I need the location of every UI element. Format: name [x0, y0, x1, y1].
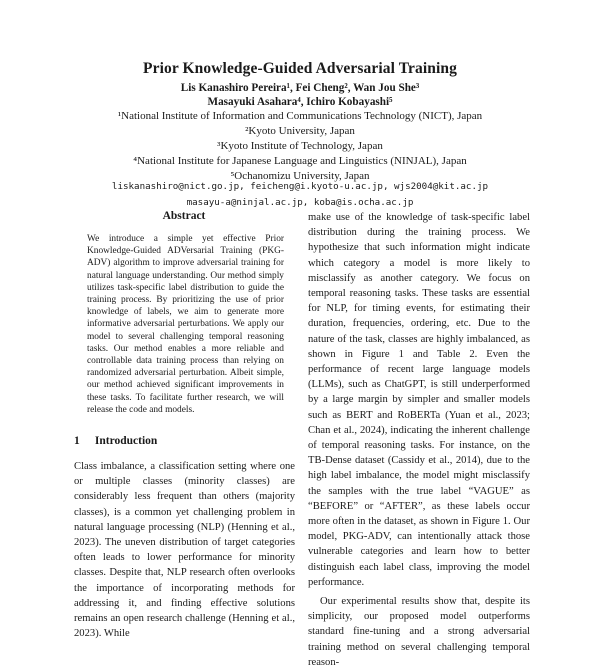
intro-paragraph-1: make use of the knowledge of task-specific label distribution during the training process. We hypothesize that such information might indicate which category a model is more likely to misclassify as another category. We focus on temporal reasoning tasks. These tasks are essential for NLP, for timing events, for estimating their duration, frequencies, ordering, etc. Due to the nature of the task, classes are highly imbalanced, as shown in Figure 1 and Table 2. Even the performance of recent large language models (LLMs), such as ChatGPT, is still underperformed by a large margin by simpler and smaller models such as BERT and RoBERTa (Yuan et al., 2023; Chan et al., 2024), indicating the inherent challenge of temporal reasoning tasks. For instance, on the TB-Dense dataset (Cassidy et al., 2014), due to the high label imbalance, the model might misclassify the samples with the true label “VAGUE” as “BEFORE” or “AFTER”, as these labels occur more often in the dataset, as shown in Figure 1. Our model, PKG-ADV, can intentionally attack those vulnerable categories and learn how to better distinguish each label class, improving the model performance. — [308, 212, 530, 588]
affiliation-5: ⁵Ochanomizu University, Japan — [230, 170, 370, 182]
intro-right-column — [308, 210, 530, 670]
affiliation-2: ²Kyoto University, Japan — [245, 125, 355, 137]
author-block — [0, 81, 600, 109]
abstract-heading: Abstract — [162, 210, 206, 222]
affiliation-4: ⁴National Institute for Japanese Language and Linguistics (NINJAL), Japan — [133, 155, 467, 167]
affiliation-1: ¹National Institute of Information and Communications Technology (NICT), Japan — [117, 110, 483, 122]
emails-line-2: masayu-a@ninjal.ac.jp, koba@is.ocha.ac.jp — [186, 197, 414, 208]
email-block — [0, 179, 600, 211]
emails-line-1: liskanashiro@nict.go.jp, feicheng@i.kyoto-u.ac.jp, wjs2004@kit.ac.jp — [111, 181, 489, 192]
affiliation-list — [0, 109, 600, 184]
intro-paragraph-2: Our experimental results show that, despite its simplicity, our proposed model outperforms standard fine-tuning and a strong adversarial training method on several challenging temporal reason- — [308, 596, 530, 668]
authors-line-2: Masayuki Asahara⁴, Ichiro Kobayashi⁵ — [207, 96, 393, 108]
authors-line-1: Lis Kanashiro Pereira¹, Fei Cheng², Wan Jou She³ — [180, 82, 420, 94]
section-number: 1 — [74, 435, 80, 447]
affiliation-3: ³Kyoto Institute of Technology, Japan — [217, 140, 383, 152]
paper-title: Prior Knowledge-Guided Adversarial Training — [143, 60, 457, 77]
intro-left-column: Class imbalance, a classification setting where one or multiple classes (minority classes) are considerably less frequent than others (majority classes), is a common yet challenging problem in natural language processing (NLP) (Henning et al., 2023). The uneven distribution of target categories often leads to lower performance for minority classes. Despite that, NLP research often overlooks the importance of incorporating methods for addressing it, and finding effective solutions remains an open research challenge (Henning et al., 2023). While — [74, 461, 295, 640]
section-title: Introduction — [94, 435, 158, 447]
section-heading — [74, 435, 294, 447]
abstract-text: We introduce a simple yet effective Prior Knowledge-Guided ADVersarial Training (PKG-ADV) algorithm to improve adversarial training for natural language understanding. Our method simply utilizes task-specific label distribution to guide the training process. By prioritizing the use of prior knowledge of labels, we aim to generate more informative adversarial perturbations. We apply our model to several challenging temporal reasoning tasks. Our method enables a more reliable and controllable data training process than relying on randomized adversarial perturbation. Albeit simple, our method achieved significant improvements in these tasks. To facilitate further research, we will release the code and models. — [87, 234, 284, 415]
